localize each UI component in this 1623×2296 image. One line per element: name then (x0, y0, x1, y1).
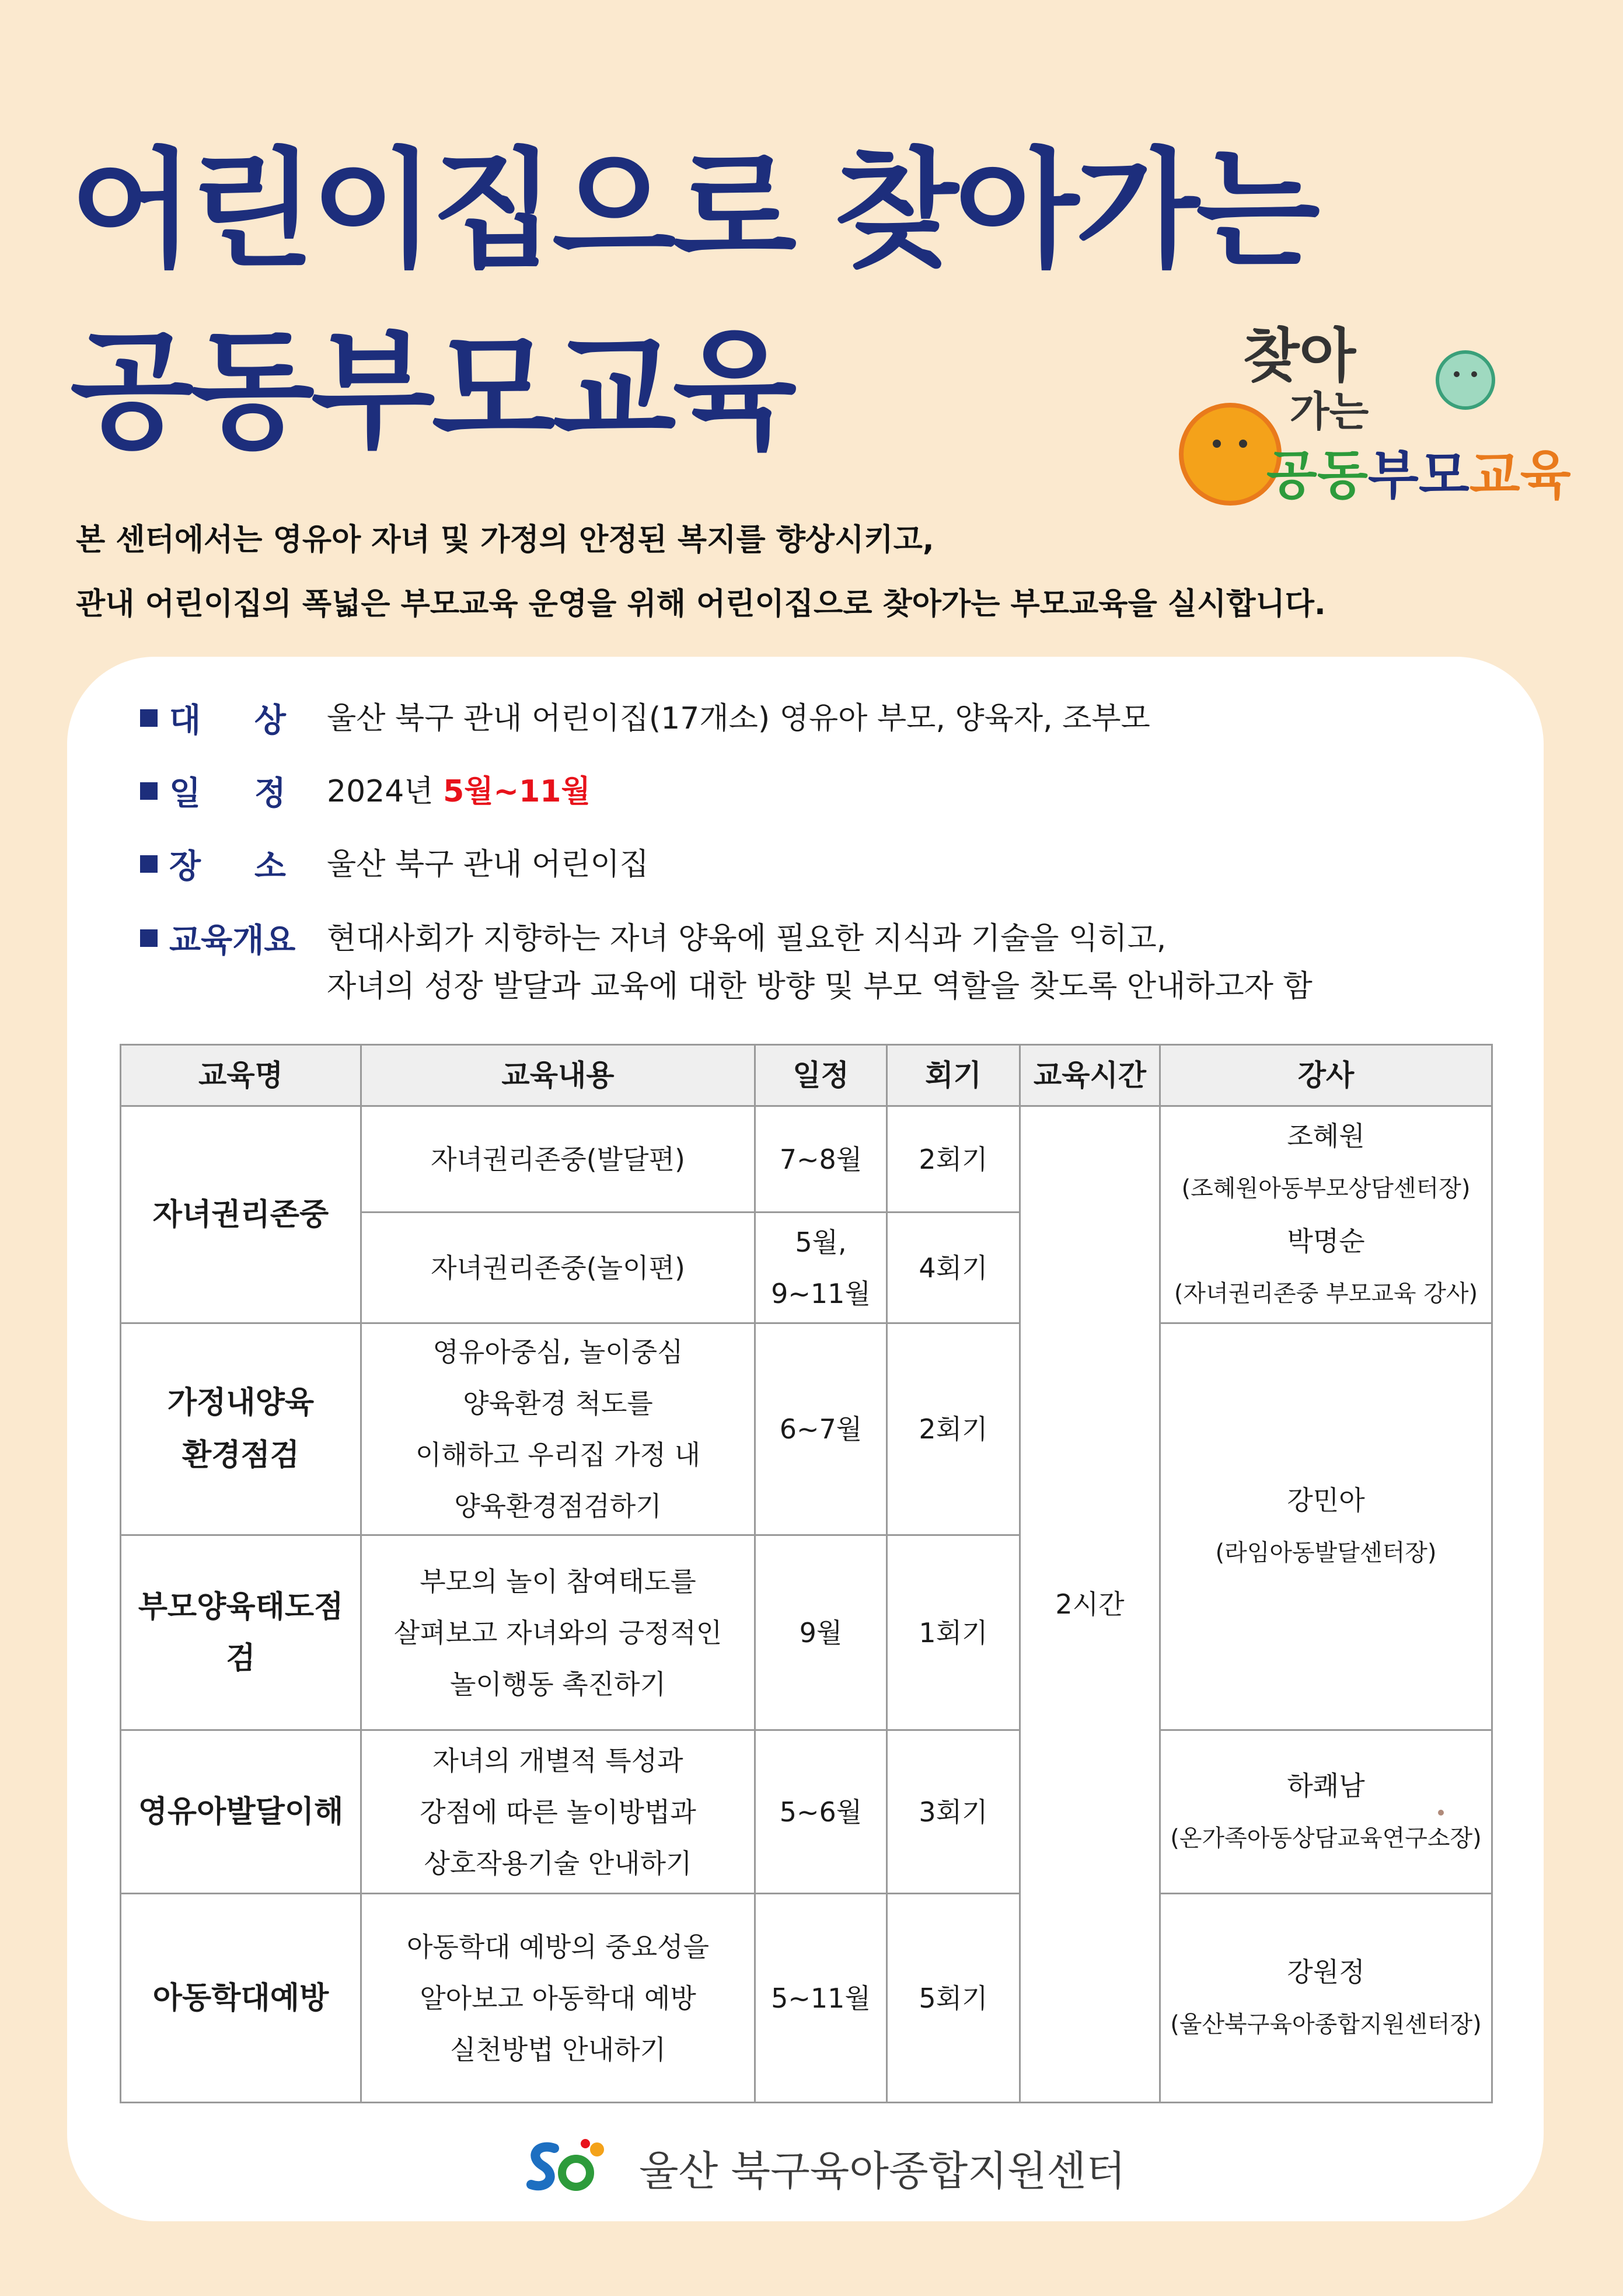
label-char: 정 (254, 775, 286, 813)
education-schedule-table (120, 1044, 1493, 2103)
schedule-cell: 5~6월 (755, 1730, 887, 1894)
program-name-cell: 영유아발달이해 (121, 1730, 361, 1894)
sessions-cell: 5회기 (887, 1894, 1020, 2103)
content-cell (361, 1323, 755, 1535)
column-header: 일정 (755, 1045, 887, 1106)
instructor-name: 하쾌남 (1287, 1769, 1365, 1802)
page-title-line2: 공동부모교육 (70, 316, 794, 466)
time-cell: 2시간 (1020, 1106, 1160, 2103)
schedule-year: 2024년 (327, 774, 444, 809)
program-name-cell: 부모양육태도점검 (121, 1535, 361, 1730)
info-value-schedule (327, 768, 591, 816)
logo-text-part: 부모 (1367, 445, 1470, 506)
table-row (121, 1106, 1492, 1213)
table-row (121, 1730, 1492, 1894)
sessions-cell: 2회기 (887, 1323, 1020, 1535)
instructor-name: 박명순 (1287, 1225, 1365, 1257)
program-name-line: 환경점검 (182, 1438, 299, 1473)
sessions-cell: 2회기 (887, 1106, 1020, 1213)
content-line: 아동학대 예방의 중요성을 (406, 1931, 710, 1963)
instructor-affiliation: (조혜원아동부모상담센터장) (1181, 1175, 1471, 1202)
schedule-cell: 7~8월 (755, 1106, 887, 1213)
square-bullet-icon (140, 709, 158, 727)
intro-line: 관내 어린이집의 폭넓은 부모교육 운영을 위해 어린이집으로 찾아가는 부모교육을 실시합니다. (76, 587, 1326, 622)
content-line: 양육환경 척도를 (463, 1388, 653, 1419)
content-line: 자녀의 개별적 특성과 (432, 1744, 683, 1776)
instructor-name: 강민아 (1287, 1485, 1365, 1516)
column-header: 회기 (887, 1045, 1020, 1106)
table-header-row (121, 1045, 1492, 1106)
info-label-overview (140, 915, 309, 961)
page-title-line1: 어린이집으로 찾아가는 (70, 135, 1317, 285)
info-value-target: 울산 북구 관내 어린이집(17개소) 영유아 부모, 양육자, 조부모 (327, 701, 1150, 736)
content-line: 부모의 놀이 참여태도를 (420, 1565, 696, 1597)
sessions-cell: 3회기 (887, 1730, 1020, 1894)
table-row (121, 1894, 1492, 2103)
program-name-cell: 아동학대예방 (121, 1894, 361, 2103)
instructor-affiliation: (자녀권리존중 부모교육 강사) (1174, 1280, 1478, 1307)
center-logo-icon (522, 2137, 610, 2195)
content-line: 강점에 따른 놀이방법과 (420, 1796, 696, 1828)
instructor-cell (1160, 1323, 1492, 1730)
footer-organization (522, 2134, 1126, 2198)
logo-text-line3 (1266, 445, 1571, 506)
info-value-overview (327, 915, 1313, 1011)
square-bullet-icon (140, 855, 158, 873)
sessions-cell: 1회기 (887, 1535, 1020, 1730)
content-line: 놀이행동 촉진하기 (449, 1668, 666, 1700)
schedule-line: 9~11월 (771, 1277, 871, 1309)
instructor-affiliation: (라임아동발달센터장) (1215, 1539, 1437, 1566)
label-text: 교육개요 (169, 922, 296, 960)
content-line: 이해하고 우리집 가정 내 (415, 1439, 701, 1471)
column-header: 교육명 (121, 1045, 361, 1106)
square-bullet-icon (140, 782, 158, 800)
intro-line: 본 센터에서는 영유아 자녀 및 가정의 안정된 복지를 향상시키고, (76, 522, 934, 558)
schedule-cell: 5~11월 (755, 1894, 887, 2103)
overview-line: 자녀의 성장 발달과 교육에 대한 방향 및 부모 역할을 찾도록 안내하고자 함 (327, 969, 1313, 1004)
schedule-cell: 6~7월 (755, 1323, 887, 1535)
instructor-affiliation: (온가족아동상담교육연구소장) (1170, 1824, 1482, 1852)
info-value-place: 울산 북구 관내 어린이집 (327, 847, 649, 882)
content-cell: 자녀권리존중(발달편) (361, 1106, 755, 1213)
instructor-name: 강원정 (1287, 1956, 1365, 1988)
info-label-place (140, 841, 309, 887)
column-header: 교육시간 (1020, 1045, 1160, 1106)
overview-line: 현대사회가 지향하는 자녀 양육에 필요한 지식과 기술을 익히고, (327, 921, 1167, 956)
column-header: 교육내용 (361, 1045, 755, 1106)
schedule-cell: 9월 (755, 1535, 887, 1730)
program-name-cell: 자녀권리존중 (121, 1106, 361, 1323)
schedule-months: 5월~11월 (443, 774, 591, 809)
decorative-dot (1438, 1810, 1444, 1816)
logo-text-part: 공동 (1266, 445, 1368, 506)
column-header: 강사 (1160, 1045, 1492, 1106)
program-name-line: 가정내양육 (167, 1385, 315, 1420)
label-char: 일 (169, 775, 201, 813)
instructor-name: 조혜원 (1287, 1120, 1365, 1152)
table-row (121, 1323, 1492, 1535)
program-logo (1167, 315, 1571, 514)
content-line: 양육환경점검하기 (454, 1490, 662, 1522)
content-cell: 자녀권리존중(놀이편) (361, 1213, 755, 1323)
logo-text-part: 교육 (1469, 445, 1571, 506)
info-label-schedule (140, 768, 309, 814)
content-line: 실천방법 안내하기 (449, 2033, 666, 2065)
content-line: 영유아중심, 놀이중심 (432, 1336, 683, 1368)
label-char: 상 (254, 702, 286, 740)
schedule-line: 5월, (795, 1226, 847, 1258)
intro-text (76, 508, 1564, 636)
square-bullet-icon (140, 929, 158, 947)
content-cell (361, 1535, 755, 1730)
label-char: 장 (169, 848, 201, 886)
content-line: 상호작용기술 안내하기 (424, 1847, 692, 1879)
logo-text-line2: 가는 (1290, 388, 1369, 435)
label-char: 대 (169, 702, 201, 740)
small-face-icon (1436, 350, 1495, 410)
content-cell (361, 1894, 755, 2103)
instructor-affiliation: (울산북구육아종합지원센터장) (1170, 2011, 1482, 2038)
label-char: 소 (254, 848, 286, 886)
content-line: 알아보고 아동학대 예방 (420, 1982, 696, 2014)
program-name-cell (121, 1323, 361, 1535)
info-label-target (140, 695, 309, 741)
instructor-cell (1160, 1894, 1492, 2103)
sessions-cell: 4회기 (887, 1213, 1020, 1323)
logo-text-line1: 찾아 (1243, 322, 1356, 390)
instructor-cell (1160, 1106, 1492, 1323)
content-cell (361, 1730, 755, 1894)
content-line: 살펴보고 자녀와의 긍정적인 (393, 1616, 723, 1649)
organization-name: 울산 북구육아종합지원센터 (639, 2147, 1126, 2195)
schedule-cell (755, 1213, 887, 1323)
